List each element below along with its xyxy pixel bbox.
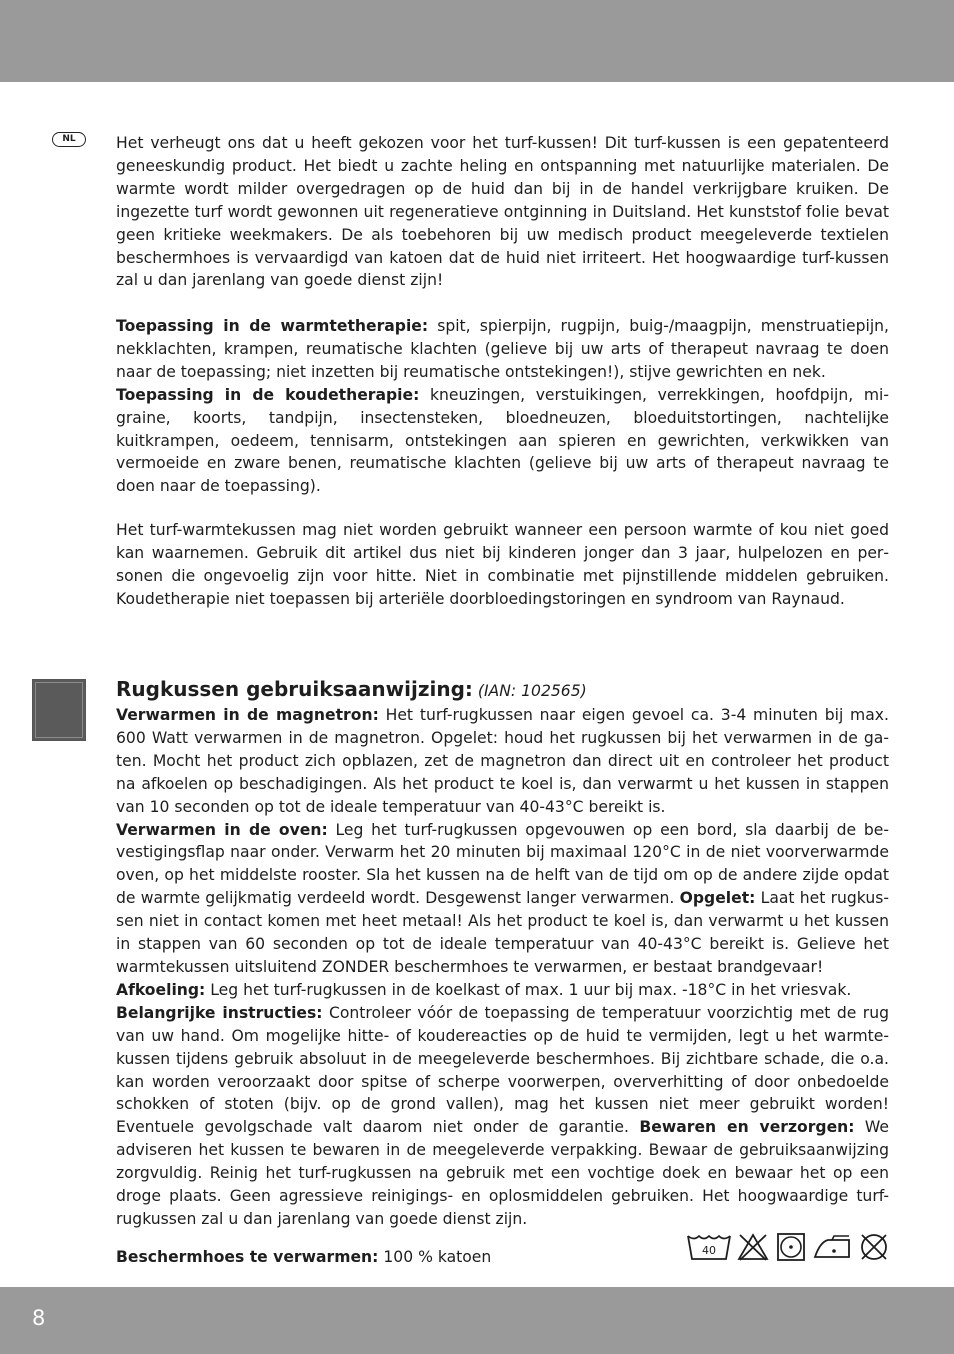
storage-text: We adviseren het kussen te bewaren in de meegeleverde verpakking. Bewaar de gebruiksaanwijzing zorgvuldig. Reinig het turf-rugkussen na gebruik met een vochtige doek en bewaar het op een droge plaats. Geen agressieve reinigings- en oplosmiddelen gebruiken. Het hoogwaardige turf-rugkussen zal u dan jarenlang van goede dienst zijn. [116, 1118, 889, 1228]
manual-ian: (IAN: 102565) [477, 682, 587, 700]
important-label: Belangrijke instructies: [116, 1003, 323, 1022]
manual-paragraph [116, 704, 889, 1231]
storage-label: Bewaren en verzorgen: [639, 1118, 855, 1137]
cooling-label: Afkoeling: [116, 980, 206, 999]
important-text: Controleer vóór de toepassing de temperatuur voorzichtig met de rug van uw hand. Om mogelijke hitte- of koudereacties op de huid te vermijden, legt u het warmtekussen tijdens gebruik absoluut in de meegeleverde beschermhoes. Bij zichtbare schade, die o.a. kan worden veroorzaakt door spitse of scherpe voorwerpen, oververhitting of door onbedoelde schokken of stoten (bijv. op de grond vallen), mag het kussen niet meer gebruikt worden! Eventuele gevolgschade valt daarom niet onder de garantie. [116, 1003, 889, 1137]
warm-therapy-label: Toepassing in de warmtetherapie: [116, 317, 429, 335]
no-dry-clean-icon [858, 1232, 890, 1262]
microwave-label: Verwarmen in de magnetron: [116, 706, 379, 724]
warm-therapy-text: spit, spierpijn, rugpijn, buig-/maagpijn, menstruatiepijn, nekklachten, krampen, reumatische klachten (gelieve bij uw arts of therapeut navraag te doen naar de toepassing; niet inzetten bij reumatische ontstekingen!), stijve gewrichten en nek. [116, 317, 890, 381]
wash-temp-label: 40 [702, 1244, 716, 1257]
manual-title: Rugkussen gebruiksaanwijzing: [116, 677, 473, 701]
oven-text: Leg het turf-rugkussen opgevouwen op een bord, sla daarbij de bevestigingsflap naar onder. Verwarm het 20 minuten bij maximaal 120°C in de niet voorverwarmde oven, op het middelste rooster. Sla het kussen na de helft van de tijd om op de andere zijde opdat de warmte gelijkmatig verdeeld wordt. Desgewenst langer verwarmen. [116, 820, 890, 908]
applications-block [116, 315, 889, 498]
cover-text: 100 % katoen [378, 1248, 492, 1266]
intro-block [116, 132, 889, 292]
bottom-band [0, 1287, 954, 1354]
cold-therapy-label: Toepassing in de koudetherapie: [116, 385, 420, 404]
wash-40-icon [686, 1232, 732, 1262]
cold-therapy-text: kneuzingen, verstuikingen, verrekkingen, hoofdpijn, migraine, koorts, tandpijn, insectensteken, bloedneuzen, bloeduitstortingen, nachtelijke kuitkrampen, oedeem, tennisarm, ontstekingen aan spieren en gewrichten, verkwikken van vermoeide en zware benen, reumatische klachten (gelieve bij uw arts of therapeut navraag te doen naar de toepassing). [116, 385, 889, 496]
cooling-text: Leg het turf-rugkussen in de koelkast of max. 1 uur bij max. -18°C in het vriesvak. [205, 980, 852, 999]
language-badge: NL [52, 132, 86, 147]
manual-block [116, 676, 889, 1231]
caution-text: Laat het rugkussen niet in contact komen met heet metaal! Als het product te koel is, dan verwarmt u het kussen in stappen van 60 seconden op tot de ideale temperatuur van 40-43°C bereikt is. Gelieve het warmtekussen uitsluitend ZONDER beschermhoes te verwarmen, er bestaat brandgevaar! [116, 889, 889, 976]
cover-label: Beschermhoes te verwarmen: [116, 1248, 379, 1266]
top-band [0, 0, 954, 82]
microwave-text: Het turf-rugkussen naar eigen gevoel ca. 3-4 minuten bij max. 600 Watt verwarmen in de magnetron. Opgelet: houd het rugkussen bij het verwarmen in de gaten. Mocht het product zich opblazen, zet de magnetron dan direct uit en controleer het product na afkoelen op beschadigingen. Als het product te koel is, dan verwarmt u het kussen in stappen van 10 seconden op tot de ideale temperatuur van 40-43°C bereikt is. [116, 706, 889, 816]
iron-low-icon [812, 1232, 852, 1262]
applications-paragraph [116, 315, 889, 498]
cover-block [116, 1246, 676, 1269]
section-marker [32, 679, 86, 741]
page-number: 8 [32, 1306, 46, 1330]
oven-label: Verwarmen in de oven: [116, 820, 328, 839]
intro-paragraph: Het verheugt ons dat u heeft gekozen voor het turf-kussen! Dit turf-kussen is een gepatenteerd geneeskundig product. Het biedt u zachte heling en ontspanning met natuurlijke materialen. De warmte wordt milder overgedragen op de huid dan bij in de handel verkrijgbare kruiken. De ingezette turf wordt gewonnen uit regeneratieve ontginning in Duitsland. Het kunststof folie bevat geen kritieke weekmakers. De als toebehoren bij uw medisch product meegeleverde textielen beschermhoes is vervaardigd van katoen dat de huid niet irriteert. Het hoogwaardige turf-kussen zal u dan jarenlang van goede dienst zijn! [116, 134, 889, 290]
no-bleach-icon [737, 1232, 769, 1262]
warning-paragraph: Het turf-warmtekussen mag niet worden gebruikt wanneer een persoon warmte of kou niet goed kan waarnemen. Gebruik dit artikel dus niet bij kinderen jonger dan 3 jaar, hulpelozen en personen die ongevoelig zijn voor hitte. Niet in combinatie met pijnstillende middelen gebruiken. Koudetherapie niet toepassen bij arteriële doorbloedingstoringen en syndroom van Raynaud. [116, 521, 889, 608]
caution-label: Opgelet: [679, 889, 756, 908]
cover-line [116, 1246, 676, 1269]
tumble-dry-low-icon [776, 1232, 806, 1262]
manual-heading [116, 676, 889, 704]
warning-block [116, 519, 889, 611]
